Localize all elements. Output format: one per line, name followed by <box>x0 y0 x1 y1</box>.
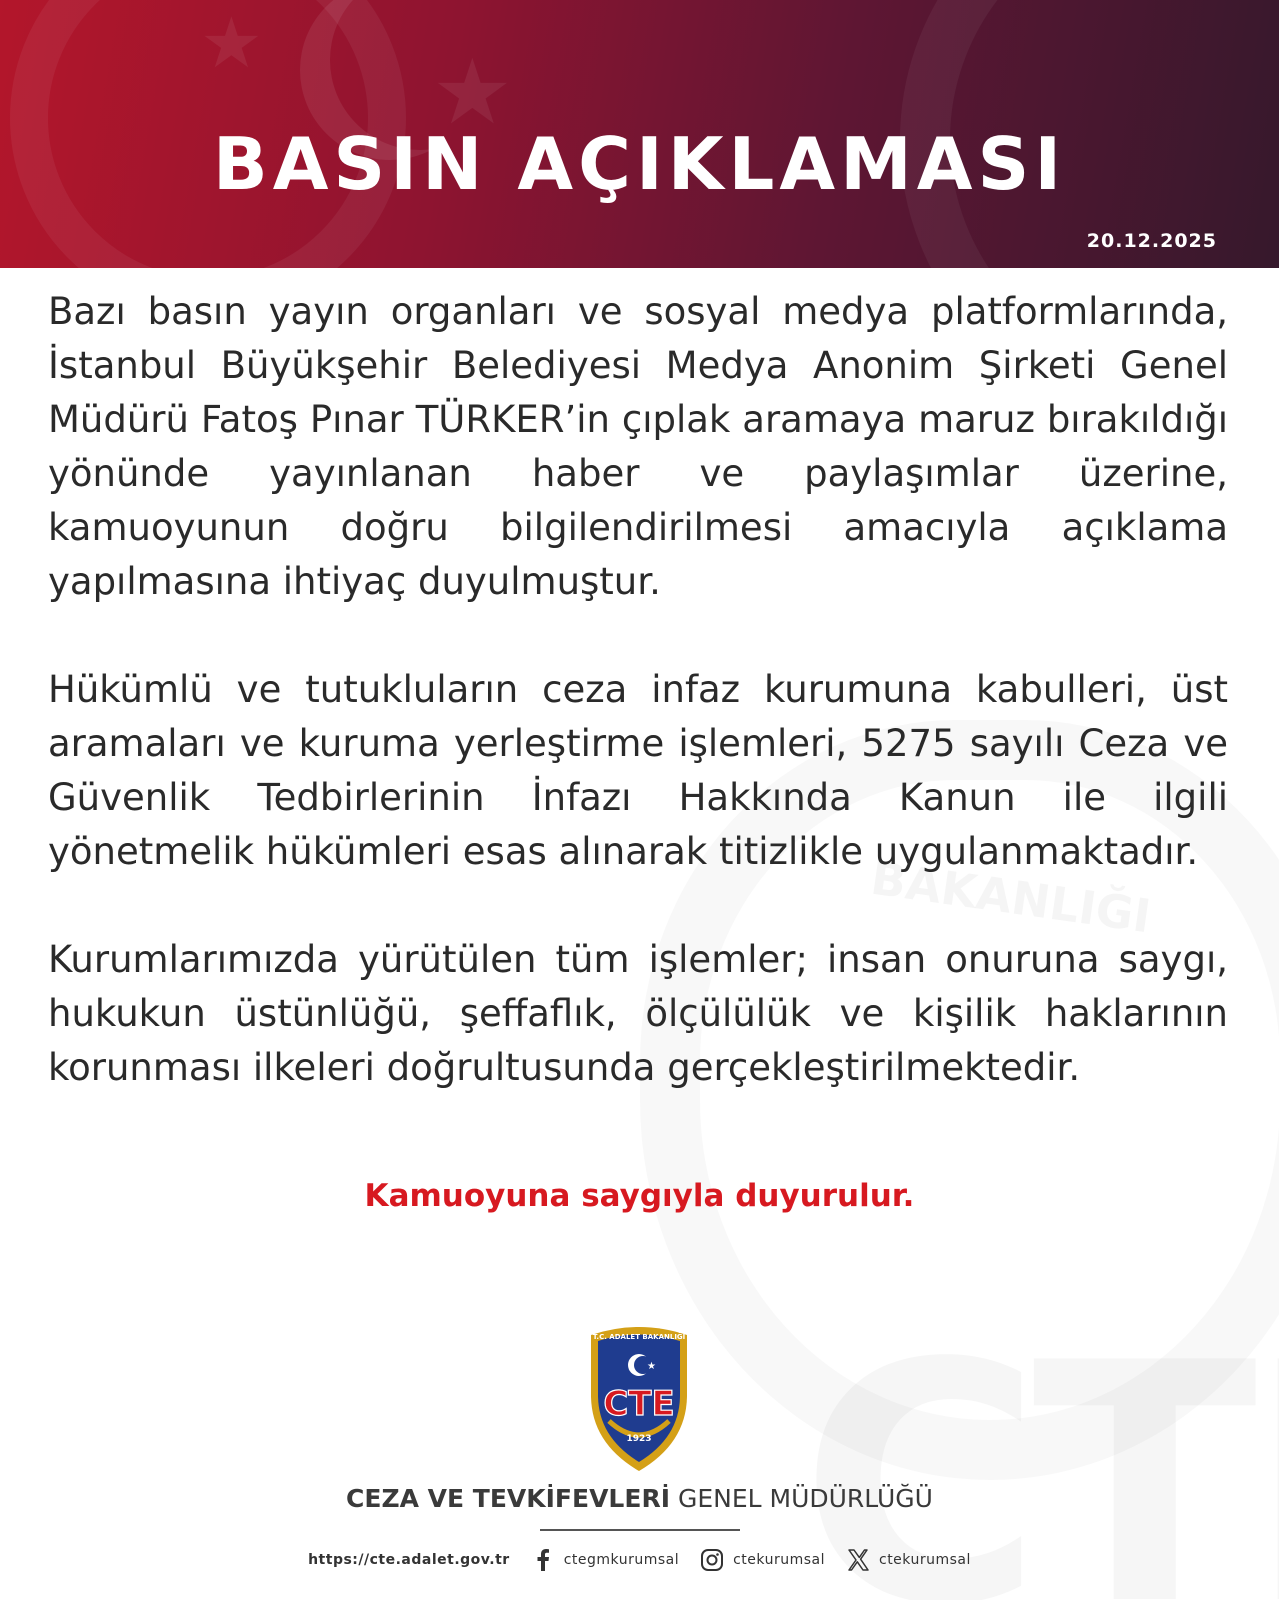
organization-name-bold: CEZA VE TEVKİFEVLERİ <box>346 1484 670 1513</box>
facebook-icon <box>530 1547 556 1573</box>
star-icon-small: ★ <box>200 2 263 84</box>
organization-name-regular: GENEL MÜDÜRLÜĞÜ <box>677 1484 933 1513</box>
x-icon <box>845 1547 871 1573</box>
logo-year: 1923 <box>626 1434 652 1444</box>
website-link[interactable]: https://cte.adalet.gov.tr <box>308 1552 510 1568</box>
announcement-date: 20.12.2025 <box>1086 230 1217 252</box>
footer-links <box>0 1545 1279 1575</box>
header-banner <box>0 0 1279 268</box>
statement-body <box>48 285 1228 1149</box>
cte-logo <box>583 1325 695 1473</box>
paragraph-3: Kurumlarımızda yürütülen tüm işlemler; insan onuruna saygı, hukukun üstünlüğü, şeffaflık, ölçülülük ve kişilik haklarının korunması ilkeleri doğrultusunda gerçekleştirilmektedir. <box>48 938 1228 1089</box>
paragraph-1: Bazı basın yayın organları ve sosyal medya platformlarında, İstanbul Büyükşehir Belediyesi Medya Anonim Şirketi Genel Müdürü Fatoş Pınar TÜRKER’in çıplak aramaya maruz bırakıldığı yönünde yayınlanan haber ve paylaşımlar üzerine, kamuoyunun doğru bilgilendirilmesi amacıyla açıklama yapılmasına ihtiyaç duyulmuştur. <box>48 290 1228 603</box>
x-handle: ctekurumsal <box>879 1552 971 1568</box>
cte-shield-icon <box>583 1325 695 1473</box>
facebook-handle: ctegmkurumsal <box>563 1552 680 1568</box>
instagram-link[interactable] <box>699 1547 825 1573</box>
closing-line: Kamuoyuna saygıyla duyurulur. <box>364 1178 915 1214</box>
paragraph-2: Hükümlü ve tutukluların ceza infaz kurumuna kabulleri, üst aramaları ve kuruma yerleştirme işlemleri, 5275 sayılı Ceza ve Güvenlik Tedbirlerinin İnfazı Hakkında Kanun ile ilgili yönetmelik hükümleri esas alınarak titizlikle uygulanmaktadır. <box>48 668 1228 873</box>
facebook-link[interactable] <box>530 1547 679 1573</box>
x-link[interactable] <box>845 1547 971 1573</box>
logo-star-icon: ★ <box>647 1361 656 1372</box>
logo-top-text: T.C. ADALET BAKANLIĞI <box>592 1333 686 1341</box>
instagram-icon <box>699 1547 725 1573</box>
instagram-handle: ctekurumsal <box>733 1552 825 1568</box>
page-title: BASIN AÇIKLAMASI <box>212 122 1067 206</box>
footer-divider <box>540 1529 740 1531</box>
organization-name <box>0 1486 1279 1511</box>
star-icon: ★ <box>432 40 513 145</box>
logo-letters: CTE <box>603 1384 675 1424</box>
